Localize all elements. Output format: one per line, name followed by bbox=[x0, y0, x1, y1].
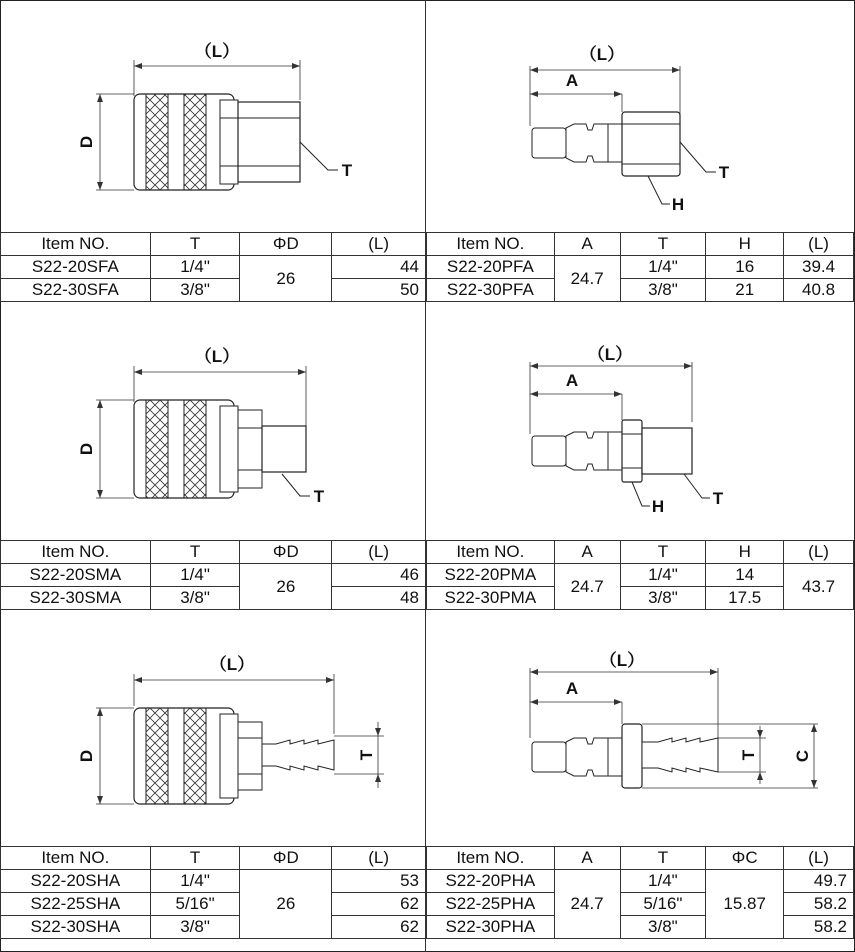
header-d: ΦD bbox=[240, 541, 332, 564]
cell-t: 3/8" bbox=[620, 916, 706, 939]
cell-item: S22-20PFA bbox=[427, 256, 555, 279]
table-row bbox=[1, 587, 426, 610]
dim-L-label: （L） bbox=[599, 651, 645, 670]
header-t: T bbox=[620, 541, 706, 564]
cell-item: S22-20PHA bbox=[427, 870, 555, 893]
header-h: H bbox=[706, 541, 784, 564]
header-item-no: Item NO. bbox=[1, 233, 151, 256]
table-header-row bbox=[427, 233, 854, 256]
cell-d: 26 bbox=[240, 870, 332, 939]
cell-item: S22-30SMA bbox=[1, 587, 151, 610]
cell-l: 53 bbox=[332, 870, 426, 893]
spec-table-pfa bbox=[426, 232, 854, 302]
socket-female-drawing bbox=[0, 0, 425, 232]
dim-T-label: T bbox=[712, 489, 724, 508]
table-header-row bbox=[427, 847, 854, 870]
dim-L-label: （L） bbox=[194, 347, 240, 366]
cell-h: 17.5 bbox=[706, 587, 784, 610]
table-row bbox=[1, 893, 426, 916]
cell-d: 26 bbox=[240, 564, 332, 610]
header-item-no: Item NO. bbox=[427, 541, 555, 564]
cell-item: S22-20PMA bbox=[427, 564, 555, 587]
dim-T-label: T bbox=[313, 487, 325, 506]
cell-item: S22-30PMA bbox=[427, 587, 555, 610]
header-item-no: Item NO. bbox=[427, 233, 555, 256]
table-row bbox=[1, 279, 426, 302]
header-t: T bbox=[150, 541, 240, 564]
cell-t: 1/4" bbox=[150, 870, 240, 893]
header-l: (L) bbox=[332, 541, 426, 564]
cell-l: 49.7 bbox=[784, 870, 854, 893]
cell-l: 48 bbox=[332, 587, 426, 610]
table-row bbox=[427, 279, 854, 302]
dim-C-label: C bbox=[793, 749, 812, 763]
cell-t: 5/16" bbox=[620, 893, 706, 916]
table-row bbox=[427, 256, 854, 279]
header-t: T bbox=[150, 233, 240, 256]
dim-D-label: D bbox=[77, 135, 96, 149]
dim-T-label: T bbox=[739, 749, 758, 761]
header-h: H bbox=[706, 233, 784, 256]
cell-t: 3/8" bbox=[150, 279, 240, 302]
cell-t: 1/4" bbox=[620, 870, 706, 893]
dim-T-label: T bbox=[341, 161, 353, 180]
cell-item: S22-30PFA bbox=[427, 279, 555, 302]
cell-h: 21 bbox=[706, 279, 784, 302]
cell-item: S22-20SHA bbox=[1, 870, 151, 893]
cell-l: 62 bbox=[332, 916, 426, 939]
table-header-row bbox=[427, 541, 854, 564]
header-l: (L) bbox=[332, 233, 426, 256]
socket-male-drawing bbox=[0, 310, 425, 540]
table-row bbox=[1, 564, 426, 587]
header-a: A bbox=[554, 233, 620, 256]
spec-table-sfa bbox=[0, 232, 426, 302]
table-header-row bbox=[1, 541, 426, 564]
header-l: (L) bbox=[784, 541, 854, 564]
table-row bbox=[1, 256, 426, 279]
cell-t: 1/4" bbox=[620, 564, 706, 587]
header-l: (L) bbox=[784, 233, 854, 256]
cell-a: 24.7 bbox=[554, 564, 620, 610]
header-item-no: Item NO. bbox=[1, 541, 151, 564]
cell-d: 26 bbox=[240, 256, 332, 302]
plug-female-drawing bbox=[426, 0, 855, 232]
header-l: (L) bbox=[784, 847, 854, 870]
cell-l: 44 bbox=[332, 256, 426, 279]
plug-male-drawing bbox=[426, 310, 855, 540]
dim-L-label: （L） bbox=[194, 42, 240, 61]
cell-l: 40.8 bbox=[784, 279, 854, 302]
cell-t: 3/8" bbox=[620, 279, 706, 302]
header-c: ΦC bbox=[706, 847, 784, 870]
cell-l: 39.4 bbox=[784, 256, 854, 279]
cell-t: 1/4" bbox=[150, 564, 240, 587]
cell-t: 3/8" bbox=[150, 916, 240, 939]
cell-item: S22-30SFA bbox=[1, 279, 151, 302]
spec-table-sma bbox=[0, 540, 426, 610]
dim-L-label: （L） bbox=[579, 45, 625, 64]
header-item-no: Item NO. bbox=[427, 847, 555, 870]
cell-l: 43.7 bbox=[784, 564, 854, 610]
header-d: ΦD bbox=[240, 847, 332, 870]
table-row bbox=[427, 564, 854, 587]
spec-table-pma bbox=[426, 540, 854, 610]
dim-A-label: A bbox=[565, 679, 579, 698]
dim-T-label: T bbox=[718, 163, 730, 182]
dim-D-label: D bbox=[77, 442, 96, 456]
cell-t: 1/4" bbox=[150, 256, 240, 279]
cell-t: 3/8" bbox=[150, 587, 240, 610]
cell-a: 24.7 bbox=[554, 870, 620, 939]
cell-l: 58.2 bbox=[784, 893, 854, 916]
spec-table-sha bbox=[0, 846, 426, 939]
dim-L-label: （L） bbox=[587, 345, 633, 364]
dim-D-label: D bbox=[77, 749, 96, 763]
header-t: T bbox=[620, 847, 706, 870]
cell-t: 5/16" bbox=[150, 893, 240, 916]
cell-item: S22-30SHA bbox=[1, 916, 151, 939]
cell-l: 50 bbox=[332, 279, 426, 302]
header-t: T bbox=[150, 847, 240, 870]
cell-h: 14 bbox=[706, 564, 784, 587]
header-l: (L) bbox=[332, 847, 426, 870]
header-d: ΦD bbox=[240, 233, 332, 256]
cell-item: S22-20SFA bbox=[1, 256, 151, 279]
table-row bbox=[427, 916, 854, 939]
header-item-no: Item NO. bbox=[1, 847, 151, 870]
cell-a: 24.7 bbox=[554, 256, 620, 302]
spec-table-pha bbox=[426, 846, 854, 939]
dim-A-label: A bbox=[565, 71, 579, 90]
cell-l: 58.2 bbox=[784, 916, 854, 939]
table-row bbox=[1, 870, 426, 893]
dim-A-label: A bbox=[565, 371, 579, 390]
cell-c: 15.87 bbox=[706, 870, 784, 939]
table-header-row bbox=[1, 847, 426, 870]
table-row bbox=[427, 893, 854, 916]
dim-H-label: H bbox=[671, 195, 685, 214]
dim-T-label: T bbox=[357, 749, 376, 761]
table-row bbox=[1, 916, 426, 939]
cell-t: 1/4" bbox=[620, 256, 706, 279]
cell-l: 46 bbox=[332, 564, 426, 587]
socket-hose-drawing bbox=[0, 618, 425, 846]
cell-item: S22-30PHA bbox=[427, 916, 555, 939]
cell-h: 16 bbox=[706, 256, 784, 279]
table-header-row bbox=[1, 233, 426, 256]
cell-item: S22-20SMA bbox=[1, 564, 151, 587]
cell-l: 62 bbox=[332, 893, 426, 916]
dim-H-label: H bbox=[651, 497, 665, 516]
cell-t: 3/8" bbox=[620, 587, 706, 610]
plug-hose-drawing bbox=[426, 618, 855, 846]
cell-item: S22-25PHA bbox=[427, 893, 555, 916]
cell-item: S22-25SHA bbox=[1, 893, 151, 916]
header-a: A bbox=[554, 847, 620, 870]
dim-L-label: （L） bbox=[209, 655, 255, 674]
header-a: A bbox=[554, 541, 620, 564]
table-row bbox=[427, 870, 854, 893]
header-t: T bbox=[620, 233, 706, 256]
